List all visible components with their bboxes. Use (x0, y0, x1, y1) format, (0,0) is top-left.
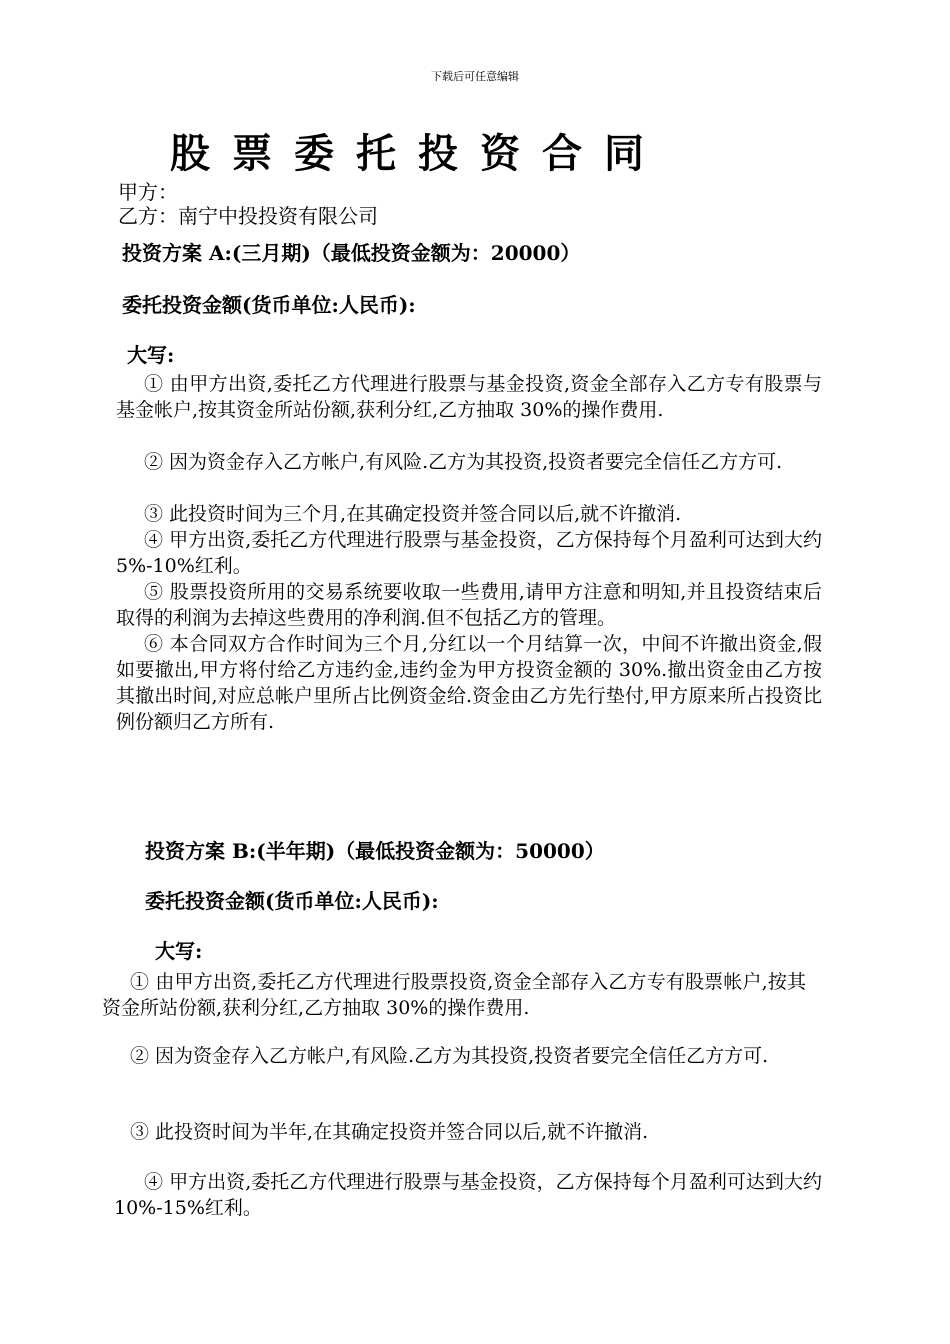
plan-b-capital-label: 大写: (155, 939, 203, 963)
plan-b-clause-4: ④ 甲方出资,委托乙方代理进行股票与基金投资，乙方保持每个月盈利可达到大约 10%-15%红利。 (114, 1171, 822, 1219)
plan-a-clause-1: ① 由甲方出资,委托乙方代理进行股票与基金投资,资金全部存入乙方专有股票与基金帐户,按其资金所站份额,获利分红,乙方抽取 30%的操作费用. (116, 373, 822, 421)
plan-a-clause-5: ⑤ 股票投资所用的交易系统要收取一些费用,请甲方注意和明知,并且投资结束后取得的利润为去掉这些费用的净利润.但不包括乙方的管理。 (116, 581, 822, 629)
plan-a-clause-6: ⑥ 本合同双方合作时间为三个月,分红以一个月结算一次，中间不许撤出资金,假如要撤出,甲方将付给乙方违约金,违约金为甲方投资金额的 30%.撤出资金由乙方按其撤出时间,对应总帐户里所占比例资金给.资金由乙方先行垫付,甲方原来所占投资比例份额归乙方所有. (116, 633, 822, 733)
page-header-note: 下载后可任意编辑 (431, 70, 519, 83)
plan-a-clause-2: ② 因为资金存入乙方帐户,有风险.乙方为其投资,投资者要完全信任乙方方可. (144, 451, 783, 473)
plan-a-capital-label: 大写: (127, 343, 175, 367)
party-a-label: 甲方： (118, 180, 178, 204)
plan-a-clause-4: ④ 甲方出资,委托乙方代理进行股票与基金投资，乙方保持每个月盈利可达到大约 5%-10%红利。 (116, 529, 822, 577)
plan-b-amount-label: 委托投资金额(货币单位:人民币): (145, 889, 439, 913)
document-title: 股票委托投资合同 (170, 131, 666, 177)
party-b-label: 乙方：南宁中投投资有限公司 (118, 204, 378, 228)
plan-a-amount-label: 委托投资金额(货币单位:人民币): (122, 293, 416, 317)
plan-b-clause-1: ① 由甲方出资,委托乙方代理进行股票投资,资金全部存入乙方专有股票帐户,按其资金所站份额,获利分红,乙方抽取 30%的操作费用. (102, 971, 806, 1019)
plan-a-clause-3: ③ 此投资时间为三个月,在其确定投资并签合同以后,就不许撤消. (144, 503, 682, 525)
plan-b-clause-3: ③ 此投资时间为半年,在其确定投资并签合同以后,就不许撤消. (130, 1121, 649, 1143)
plan-a-heading: 投资方案 A:(三月期)（最低投资金额为：20000） (122, 241, 581, 265)
plan-b-heading: 投资方案 B:(半年期)（最低投资金额为：50000） (145, 839, 605, 863)
plan-b-clause-2: ② 因为资金存入乙方帐户,有风险.乙方为其投资,投资者要完全信任乙方方可. (130, 1045, 769, 1067)
